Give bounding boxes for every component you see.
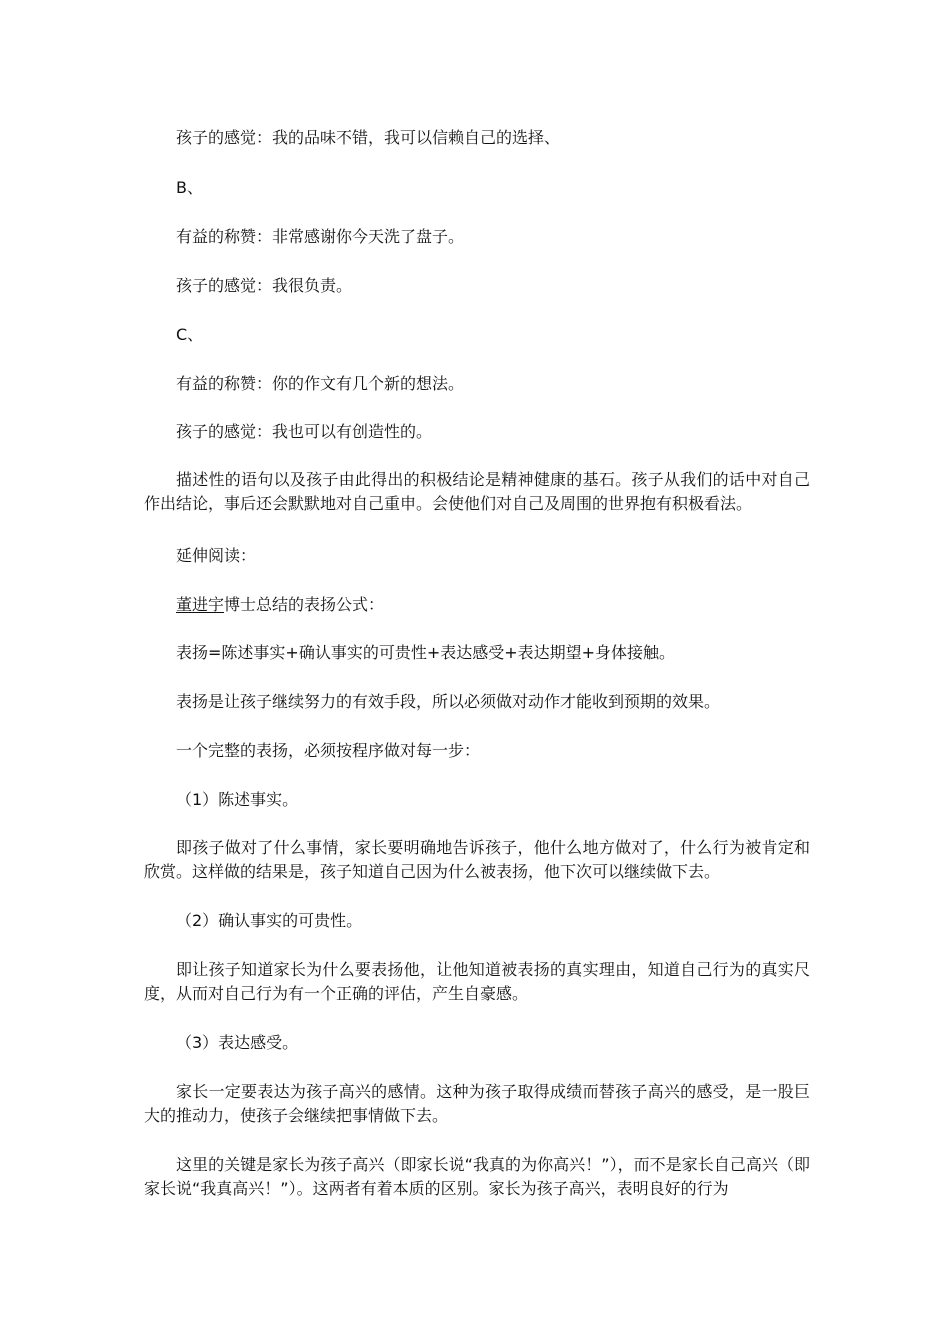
paragraph-key-point: 这里的关键是家长为孩子高兴（即家长说“我真的为你高兴！”），而不是家长自己高兴（即家长说“我真高兴！”）。这两者有着本质的区别。家长为孩子高兴，表明良好的行为 [144,1155,810,1198]
paragraph-step-3-detail: 家长一定要表达为孩子高兴的感情。这种为孩子取得成绩而替孩子高兴的感受，是一股巨大的推动力，使孩子会继续把事情做下去。 [144,1082,810,1125]
paragraph-step-3: （3）表达感受。 [176,1033,299,1052]
paragraph-c-label: C、 [176,325,204,344]
paragraph-b-label: B、 [176,178,203,197]
paragraph-step-1: （1）陈述事实。 [176,790,299,809]
paragraph-complete-praise: 一个完整的表扬，必须按程序做对每一步： [176,741,481,760]
paragraph-child-feeling-creative: 孩子的感觉：我也可以有创造性的。 [176,422,433,441]
author-link[interactable]: 董进宇 [176,595,225,614]
paragraph-praise-formula: 表扬=陈述事实+确认事实的可贵性+表达感受+表达期望+身体接触。 [176,643,676,662]
paragraph-descriptive-language: 描述性的语句以及孩子由此得出的积极结论是精神健康的基石。孩子从我们的话中对自己作出结论，事后还会默默地对自己重申。会使他们对自己及周围的世界抱有积极看法。 [144,470,810,513]
paragraph-extended-reading: 延伸阅读： [176,546,257,565]
paragraph-step-2: （2）确认事实的可贵性。 [176,911,363,930]
paragraph-praise-formula-intro [144,593,810,617]
paragraph-child-feeling-taste: 孩子的感觉：我的品味不错，我可以信赖自己的选择、 [176,128,561,147]
paragraph-praise-dishes: 有益的称赞：非常感谢你今天洗了盘子。 [176,227,465,246]
paragraph-child-feeling-responsible: 孩子的感觉：我很负责。 [176,276,353,295]
paragraph-step-1-detail: 即孩子做对了什么事情，家长要明确地告诉孩子，他什么地方做对了，什么行为被肯定和欣赏。这样做的结果是，孩子知道自己因为什么被表扬，他下次可以继续做下去。 [144,838,810,881]
paragraph-effective-means: 表扬是让孩子继续努力的有效手段，所以必须做对动作才能收到预期的效果。 [176,692,721,711]
paragraph-step-2-detail: 即让孩子知道家长为什么要表扬他，让他知道被表扬的真实理由，知道自己行为的真实尺度，从而对自己行为有一个正确的评估，产生自豪感。 [144,960,810,1003]
paragraph-praise-composition: 有益的称赞：你的作文有几个新的想法。 [176,374,465,393]
praise-formula-intro-text: 博士总结的表扬公式： [224,595,385,614]
